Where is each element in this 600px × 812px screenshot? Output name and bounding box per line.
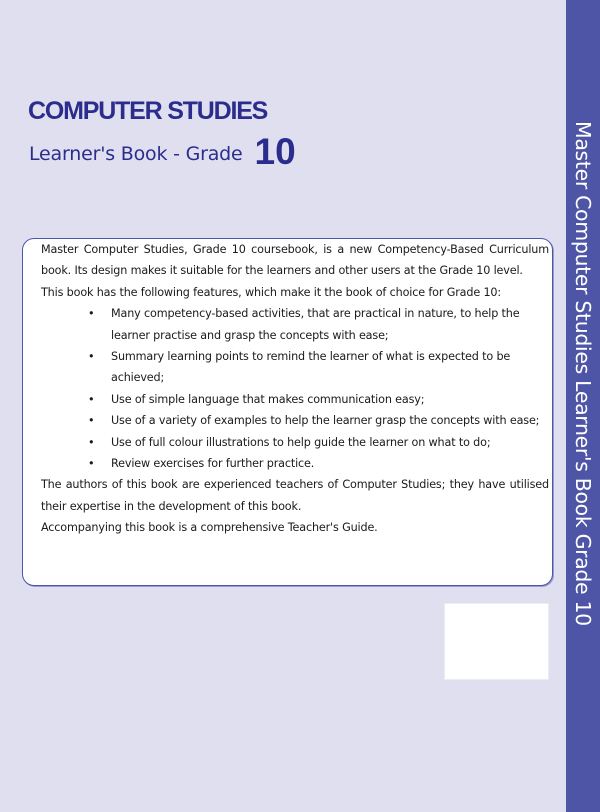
feature-text: Use of full colour illustrations to help guide the learner on what to do; [111, 435, 491, 449]
blurb-box [22, 238, 553, 586]
spine-title: Master Computer Studies Learner's Book Grade 10 [571, 121, 595, 626]
features-list [41, 303, 549, 474]
book-spine [566, 0, 600, 812]
blurb-intro: Master Computer Studies, Grade 10 coursebook, is a new Competency-Based Curriculum book. Its design makes it suitable for the learners and other users at the Grade 10 level. [41, 243, 549, 278]
feature-text: Many competency-based activities, that are practical in nature, to help the learner practise and grasp the concepts with ease; [111, 307, 520, 342]
feature-text: Use of a variety of examples to help the learner grasp the concepts with ease; [111, 414, 540, 428]
bullet-icon: • [88, 350, 95, 364]
blurb-accompanying: Accompanying this book is a comprehensive Teacher's Guide. [41, 521, 378, 535]
grade-number: 10 [254, 131, 296, 172]
bullet-icon: • [88, 392, 95, 406]
blurb-authors: The authors of this book are experienced teachers of Computer Studies; they have utilised their expertise in the development of this book. [41, 478, 549, 513]
blurb-features-lead: This book has the following features, which make it the book of choice for Grade 10: [41, 285, 502, 299]
bullet-icon: • [88, 435, 95, 449]
list-item [41, 410, 549, 431]
book-title: COMPUTER STUDIES [28, 97, 268, 125]
book-subtitle: Learner's Book - Grade [29, 143, 243, 165]
list-item [41, 453, 549, 474]
feature-text: Use of simple language that makes communication easy; [111, 392, 425, 406]
blurb-text [41, 239, 549, 539]
bullet-icon: • [88, 414, 95, 428]
feature-text: Review exercises for further practice. [111, 457, 315, 471]
list-item [41, 346, 549, 389]
barcode-placeholder [444, 603, 549, 680]
feature-text: Summary learning points to remind the learner of what is expected to be achieved; [111, 350, 511, 385]
bullet-icon: • [88, 307, 95, 321]
list-item [41, 432, 549, 453]
list-item [41, 303, 549, 346]
bullet-icon: • [88, 457, 95, 471]
list-item [41, 389, 549, 410]
subtitle-row [29, 132, 296, 172]
